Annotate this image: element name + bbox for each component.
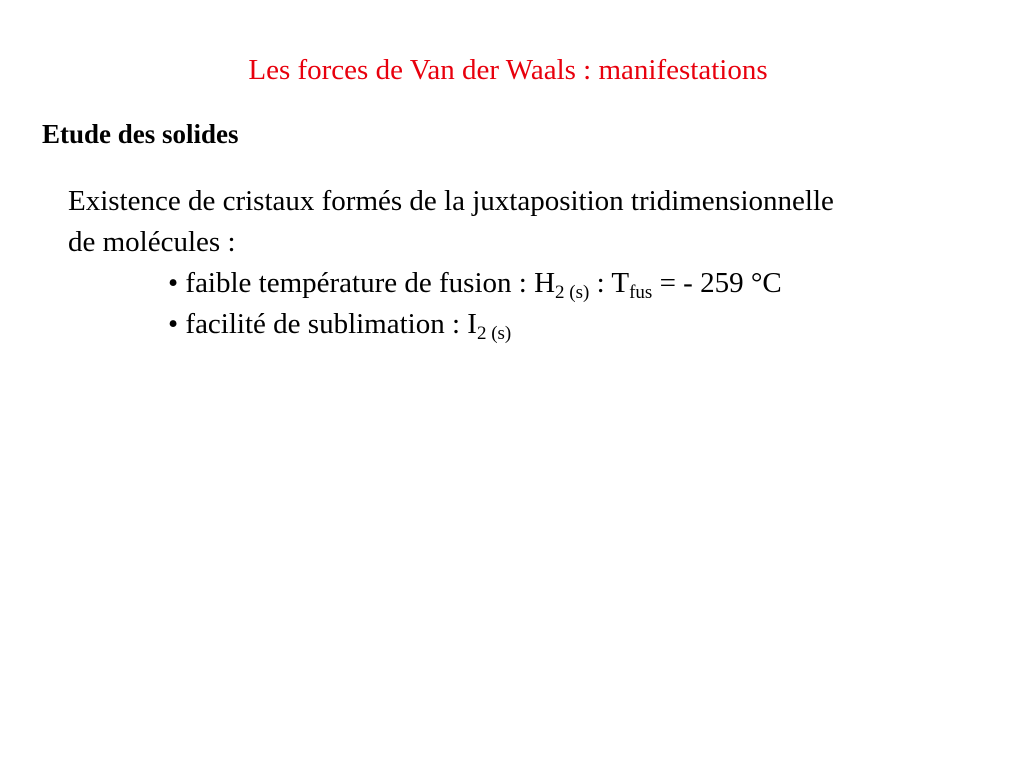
body-text	[68, 181, 1008, 345]
bullet-marker: •	[168, 308, 179, 340]
bullet-marker: •	[168, 267, 179, 299]
paragraph-line-2: de molécules :	[68, 226, 236, 258]
bullet-item-sublimation	[68, 304, 1008, 345]
slide-title: Les forces de Van der Waals : manifestations	[248, 54, 768, 86]
subscript-i2-state: 2 (s)	[476, 323, 512, 344]
bullet-text-value: = - 259 °C	[652, 267, 782, 299]
bullet-item-melting-point	[68, 263, 1008, 304]
bullet-text-middle: : T	[589, 267, 630, 299]
bullet-text: facilité de sublimation : I	[185, 308, 477, 340]
subscript-fus: fus	[629, 282, 653, 303]
section-heading: Etude des solides	[42, 119, 239, 149]
paragraph-line-1: Existence de cristaux formés de la juxtaposition tridimensionnelle	[68, 185, 834, 217]
subscript-h2-state: 2 (s)	[555, 282, 590, 303]
bullet-text: faible température de fusion : H	[185, 267, 556, 299]
